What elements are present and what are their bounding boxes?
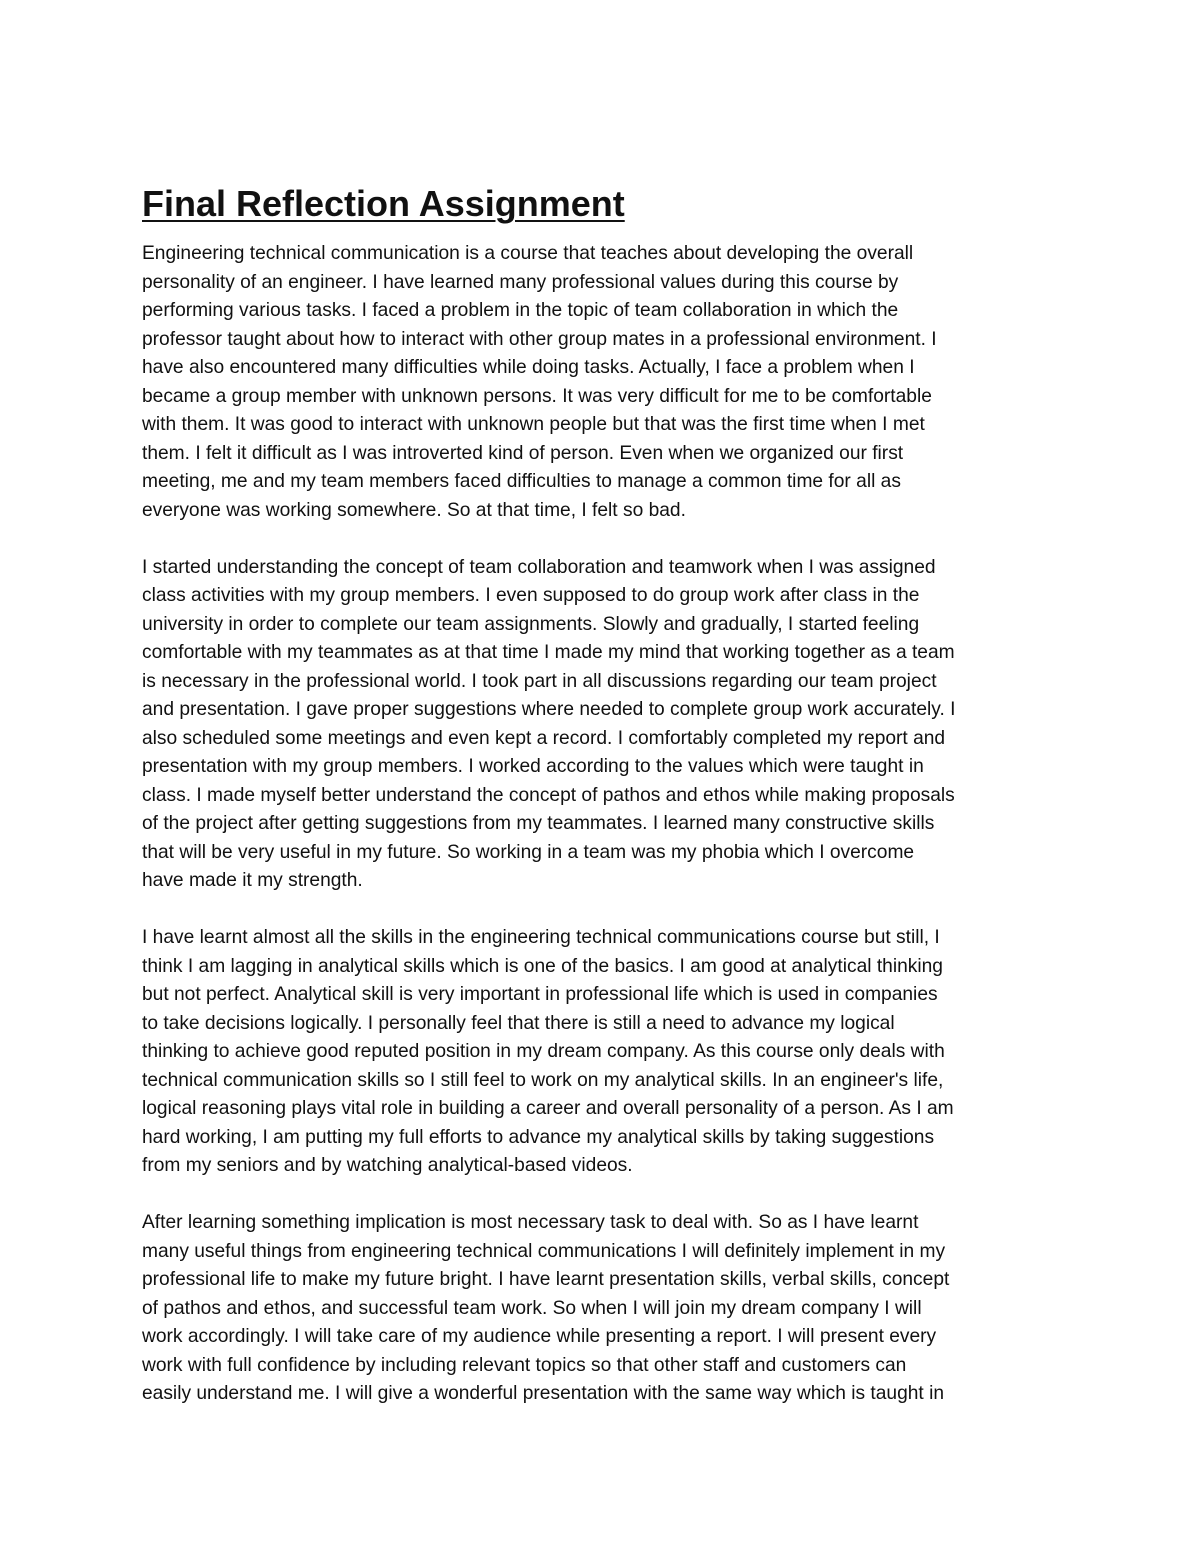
paragraph-line: Engineering technical communication is a course that teaches about developing the overall <box>142 243 914 264</box>
paragraph-1 <box>142 240 1072 525</box>
paragraph-line: that will be very useful in my future. So working in a team was my phobia which I overcome <box>142 841 915 863</box>
paragraph-line: university in order to complete our team assignments. Slowly and gradually, I started feeling <box>142 613 920 635</box>
paragraph-line: have made it my strength. <box>142 870 363 891</box>
document-title: Final Reflection Assignment <box>142 183 625 224</box>
paragraph-line: everyone was working somewhere. So at that time, I felt so bad. <box>142 499 686 521</box>
paragraph-2 <box>142 554 1072 896</box>
paragraph-line: from my seniors and by watching analytical-based videos. <box>142 1155 633 1176</box>
paragraph-line: After learning something implication is most necessary task to deal with. So as I have learnt <box>142 1212 919 1233</box>
paragraph-line: I started understanding the concept of team collaboration and teamwork when I was assigned <box>142 556 936 578</box>
paragraph-line: easily understand me. I will give a wonderful presentation with the same way which is taught in <box>142 1383 945 1404</box>
paragraph-line: thinking to achieve good reputed position in my dream company. As this course only deals with <box>142 1041 945 1062</box>
document-page <box>142 182 1072 1437</box>
paragraph-line: professor taught about how to interact with other group mates in a professional environment. I <box>142 328 937 350</box>
paragraph-line: is necessary in the professional world. I took part in all discussions regarding our team project <box>142 670 937 692</box>
paragraph-line: to take decisions logically. I personally feel that there is still a need to advance my logical <box>142 1012 895 1034</box>
paragraph-line: many useful things from engineering technical communications I will definitely implement in my <box>142 1240 946 1262</box>
paragraph-line: meeting, me and my team members faced difficulties to manage a common time for all as <box>142 471 901 492</box>
paragraph-line: personality of an engineer. I have learned many professional values during this course by <box>142 271 899 293</box>
paragraph-3 <box>142 924 1072 1181</box>
paragraph-line: comfortable with my teammates as at that time I made my mind that working together as a team <box>142 642 955 663</box>
paragraph-line: presentation with my group members. I worked according to the values which were taught in <box>142 756 924 777</box>
paragraph-line: have also encountered many difficulties while doing tasks. Actually, I face a problem when I <box>142 357 915 378</box>
paragraph-line: logical reasoning plays vital role in building a career and overall personality of a person. As I am <box>142 1098 954 1119</box>
paragraph-line: of pathos and ethos, and successful team work. So when I will join my dream company I will <box>142 1297 922 1319</box>
paragraph-line: performing various tasks. I faced a problem in the topic of team collaboration in which the <box>142 300 899 321</box>
paragraph-line: class. I made myself better understand the concept of pathos and ethos while making proposals <box>142 784 955 806</box>
paragraph-line: work accordingly. I will take care of my audience while presenting a report. I will present every <box>142 1326 937 1347</box>
paragraph-line: with them. It was good to interact with unknown people but that was the first time when I met <box>142 414 925 435</box>
paragraph-line: hard working, I am putting my full efforts to advance my analytical skills by taking suggestions <box>142 1126 935 1148</box>
paragraph-line: think I am lagging in analytical skills which is one of the basics. I am good at analytical thinking <box>142 955 943 977</box>
paragraph-line: them. I felt it difficult as I was introverted kind of person. Even when we organized our first <box>142 442 904 464</box>
paragraph-line: but not perfect. Analytical skill is very important in professional life which is used in companies <box>142 984 938 1005</box>
paragraph-line: technical communication skills so I still feel to work on my analytical skills. In an engineer's life, <box>142 1069 944 1091</box>
document-body <box>142 240 1072 1409</box>
paragraph-line: work with full confidence by including relevant topics so that other staff and customers can <box>142 1354 907 1376</box>
paragraph-line: also scheduled some meetings and even kept a record. I comfortably completed my report and <box>142 727 946 749</box>
paragraph-line: became a group member with unknown persons. It was very difficult for me to be comfortable <box>142 385 932 407</box>
paragraph-4 <box>142 1209 1072 1409</box>
paragraph-line: of the project after getting suggestions from my teammates. I learned many constructive skills <box>142 813 935 834</box>
paragraph-line: and presentation. I gave proper suggestions where needed to complete group work accurately. I <box>142 699 956 720</box>
paragraph-line: I have learnt almost all the skills in the engineering technical communications course but still, I <box>142 927 940 948</box>
paragraph-line: professional life to make my future bright. I have learnt presentation skills, verbal skills, concept <box>142 1269 950 1290</box>
paragraph-line: class activities with my group members. I even supposed to do group work after class in the <box>142 585 920 606</box>
